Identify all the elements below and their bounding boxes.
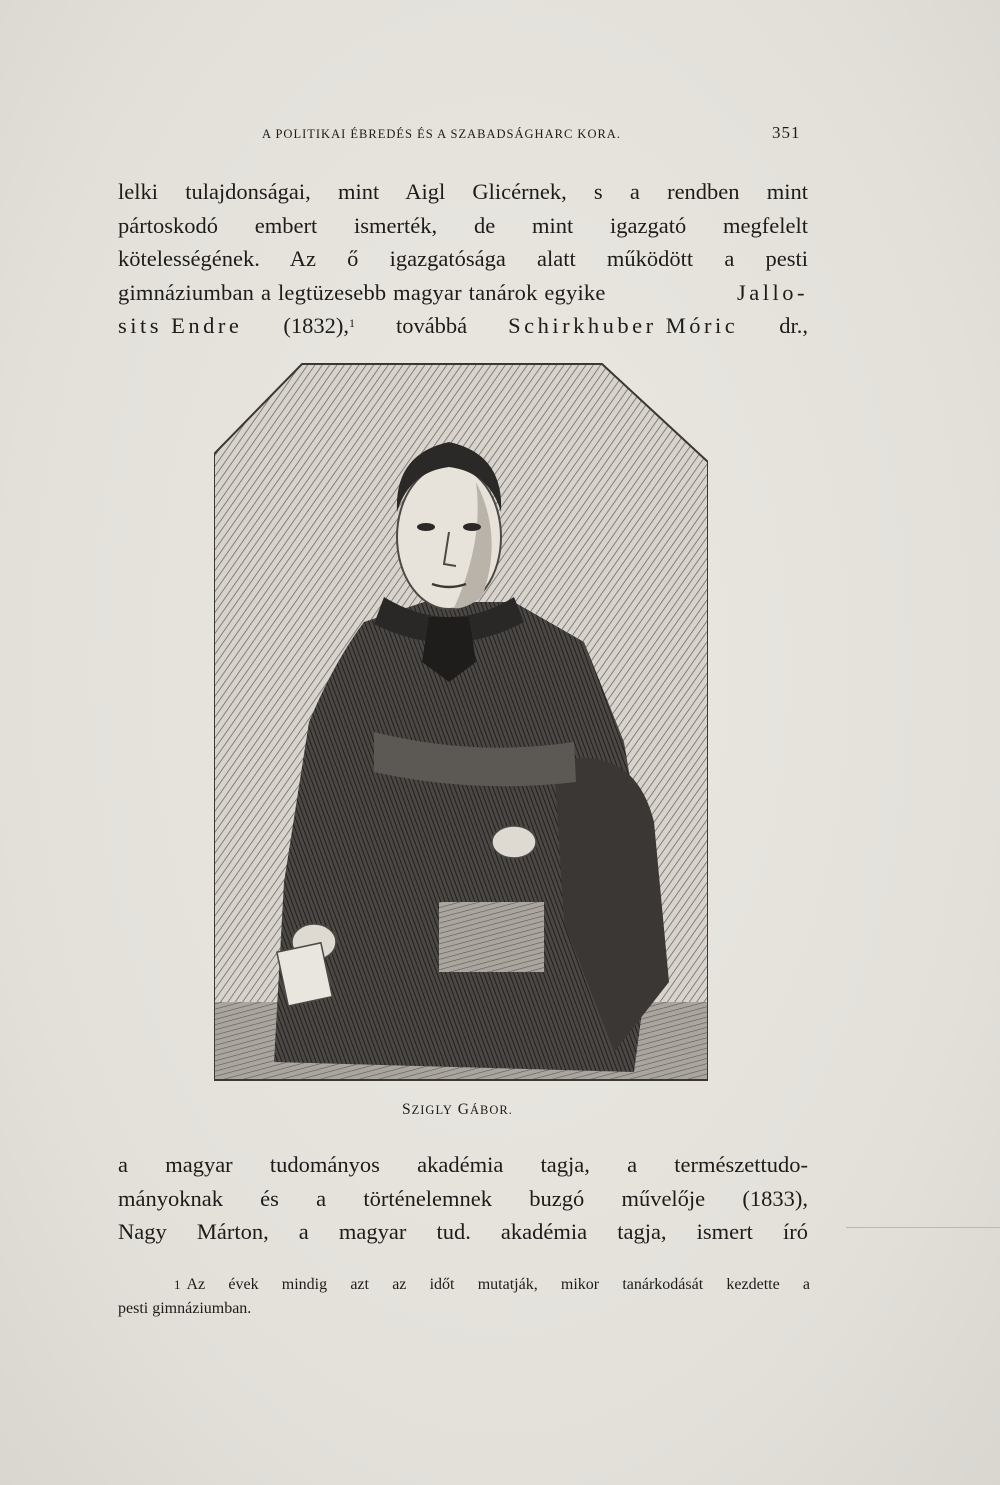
portrait-engraving <box>214 362 708 1082</box>
person-name: Schirkhuber Móric <box>508 313 739 338</box>
footnote-line <box>118 1273 810 1297</box>
page-number: 351 <box>772 123 801 142</box>
footnote <box>118 1273 810 1321</box>
caption-smallcaps: ZIGLY <box>411 1103 453 1117</box>
year-text: (1832), <box>283 313 349 338</box>
text-fragment: dr., <box>779 313 808 338</box>
text-line: mányoknak és a történelemnek buzgó művelője (1833), <box>118 1185 808 1211</box>
footnote-reference: 1 <box>348 316 355 330</box>
figure-caption <box>402 1101 513 1119</box>
caption-initial: S <box>402 1101 412 1118</box>
text-line: a magyar tudományos akadémia tagja, a természettudo- <box>118 1152 808 1177</box>
lower-paragraph <box>118 1148 808 1249</box>
person-name: sits Endre <box>118 313 243 338</box>
text-line <box>118 276 808 310</box>
margin-rule <box>846 1227 1000 1228</box>
text-line: Nagy Márton, a magyar tud. akadémia tagja, ismert író <box>118 1219 808 1244</box>
text-fragment: gimnáziumban a legtüzesebb magyar tanárok egyike <box>118 279 606 305</box>
person-name: Jallo- <box>737 279 808 305</box>
upper-paragraph <box>118 175 808 343</box>
caption-initial: G <box>457 1101 470 1118</box>
text-line: lelki tulajdonságai, mint Aigl Glicérnek, s a rendben mint <box>118 179 808 204</box>
text-fragment: továbbá <box>395 313 468 338</box>
footnote-marker: 1 <box>174 1277 181 1292</box>
portrait-engraving-image <box>214 362 708 1082</box>
text-line: kötelességének. Az ő igazgatósága alatt működött a pesti <box>118 246 808 271</box>
footnote-line: pesti gimnáziumban. <box>118 1300 252 1317</box>
text-line: pártoskodó embert ismerték, de mint igazgató megfelelt <box>118 212 808 238</box>
footnote-text: Az évek mindig azt az időt mutatják, mikor tanárkodását kezdette a <box>186 1276 810 1293</box>
text-fragment <box>283 309 355 343</box>
running-title: A POLITIKAI ÉBREDÉS ÉS A SZABADSÁGHARC KORA. <box>262 127 621 141</box>
text-line <box>118 309 808 343</box>
caption-smallcaps: ÁBOR. <box>469 1103 513 1117</box>
